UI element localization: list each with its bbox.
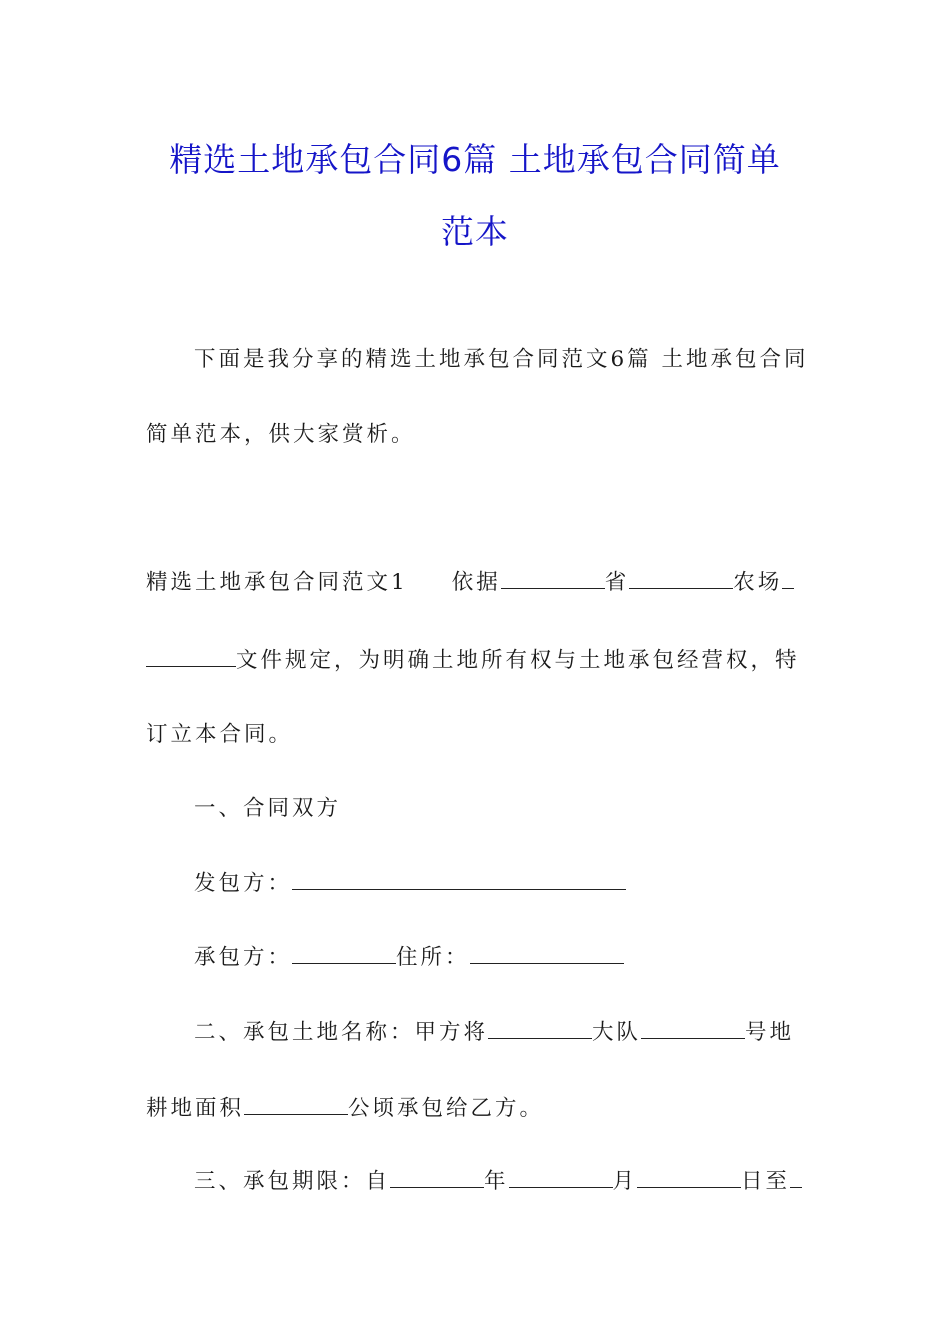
area-suffix: 公顷承包给乙方。 (348, 1096, 545, 1121)
plot-no-label: 号地 (745, 1020, 795, 1045)
area-blank (244, 1094, 348, 1115)
year-label: 年 (484, 1169, 509, 1194)
contractor-out-blank (292, 869, 626, 890)
document-blank (146, 646, 236, 667)
contractor-in-label: 承包方： (194, 945, 293, 970)
contractor-out-line (194, 869, 864, 899)
month-label: 月 (612, 1169, 638, 1194)
contractor-out-label: 发包方： (194, 871, 293, 896)
basis-rest: 文件规定，为明确土地所有权与土地承包经营权，特 (236, 648, 800, 673)
residence-blank (470, 943, 624, 964)
residence-label: 住所： (396, 945, 470, 970)
document-title-line-1: 精选土地承包合同6篇 土地承包合同简单 (169, 140, 781, 179)
document-title-line-2: 范本 (441, 212, 509, 251)
farm-label: 农场 (733, 570, 783, 595)
section1-basis-line-3: 订立本合同。 (146, 722, 294, 747)
clause3-prefix: 三、承包期限：自 (194, 1169, 391, 1194)
clause3-line-1 (194, 1167, 864, 1197)
brigade-label: 大队 (592, 1020, 642, 1045)
brigade-blank (488, 1018, 592, 1039)
start-day-blank (637, 1167, 741, 1188)
section1-basis-line-2 (146, 646, 816, 676)
clause2-line-1 (194, 1018, 864, 1048)
province-label: 省 (604, 570, 630, 595)
contractor-in-blank (292, 943, 396, 964)
start-year-blank (390, 1167, 484, 1188)
basis-prefix: 依据 (451, 570, 501, 595)
intro-paragraph-line-1: 下面是我分享的精选土地承包合同范文6篇 土地承包合同 (194, 347, 809, 372)
day-to-label: 日至 (741, 1169, 791, 1194)
clause1-heading: 一、合同双方 (194, 796, 342, 821)
contractor-in-line (194, 943, 864, 973)
province-blank (501, 568, 605, 589)
section1-basis-line-1 (146, 568, 816, 598)
intro-paragraph-line-2: 简单范本，供大家赏析。 (146, 422, 416, 447)
area-prefix: 耕地面积 (146, 1096, 245, 1121)
clause2-prefix: 二、承包土地名称：甲方将 (194, 1020, 489, 1045)
document-blank-start (782, 568, 794, 589)
end-year-blank-start (790, 1167, 802, 1188)
section1-heading: 精选土地承包合同范文1 (146, 570, 408, 595)
farm-blank (629, 568, 733, 589)
plot-no-blank (641, 1018, 745, 1039)
clause2-line-2 (146, 1094, 816, 1124)
start-month-blank (509, 1167, 613, 1188)
